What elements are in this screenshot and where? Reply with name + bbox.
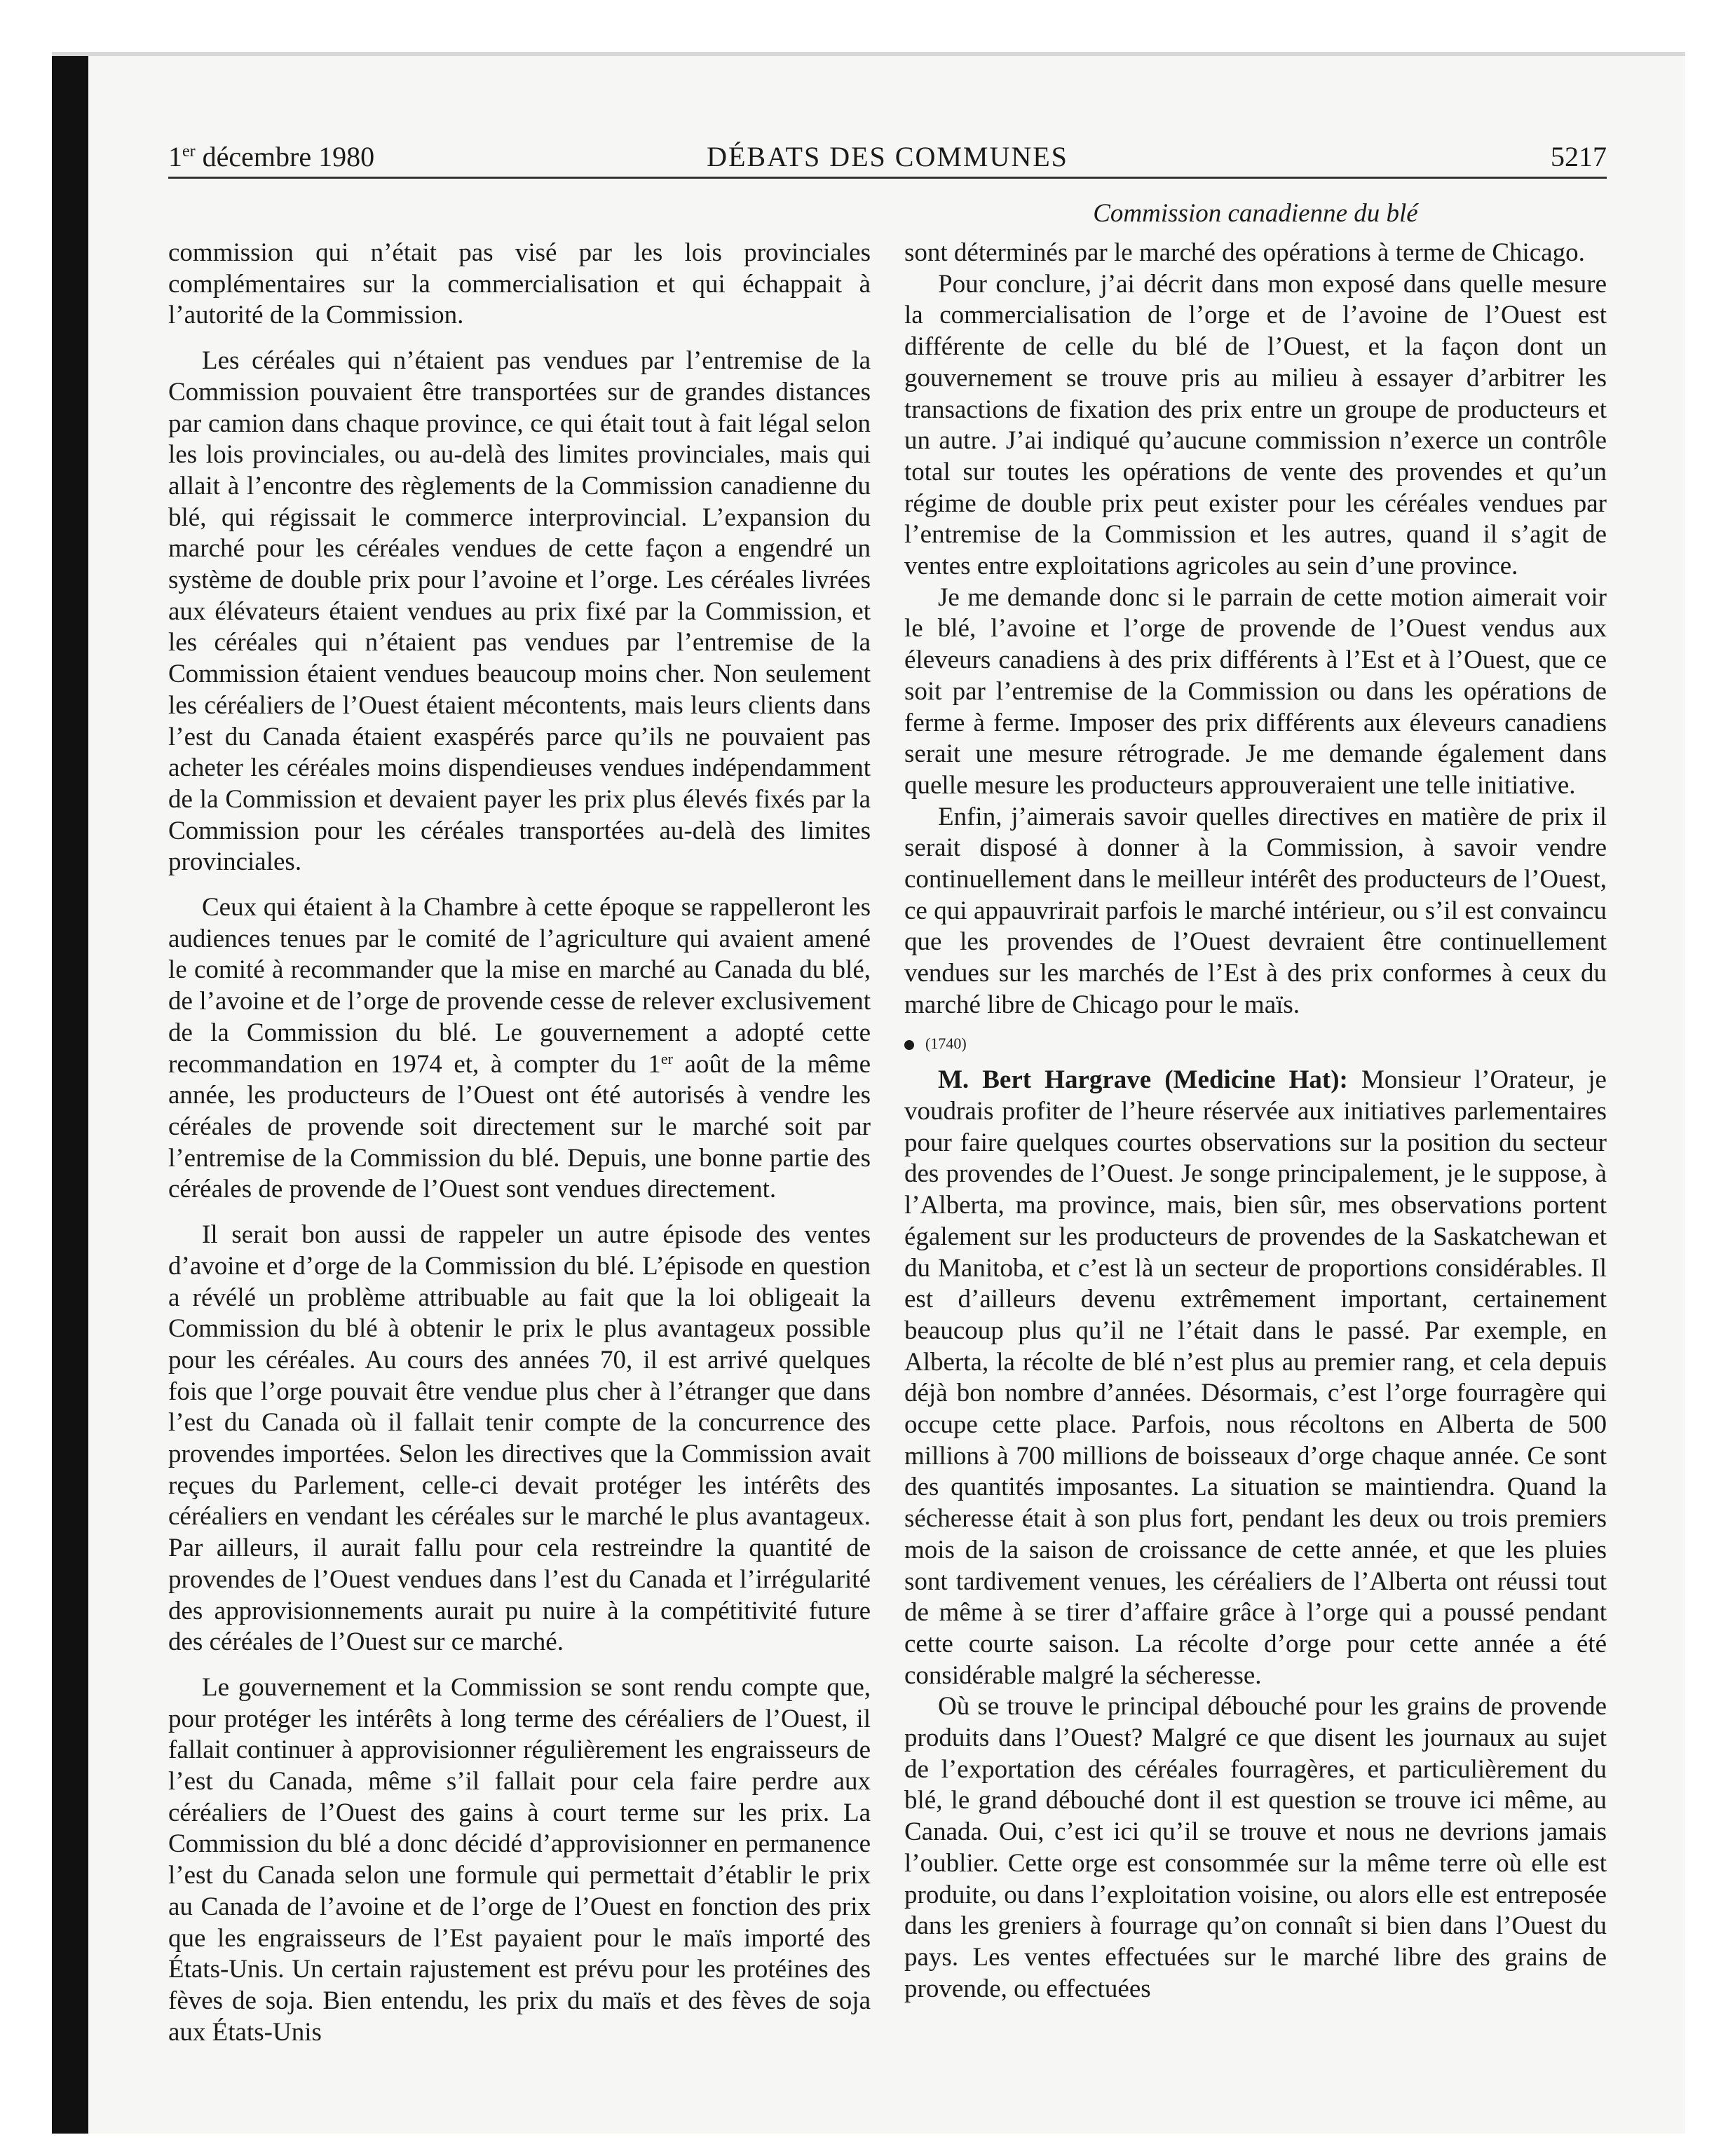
left-paragraph-3 <box>168 892 871 1206</box>
left-paragraph-3-part-2: août de la même année, les producteurs de l’Ouest ont été autorisés à vendre les céréales de provende soit directement sur le marché soit par l’entremise de la Commission du blé. Depuis, une bonne partie des céréales de provende de l’Ouest sont vendues directement. <box>168 1049 871 1204</box>
header-publication: DÉBATS DES COMMUNES <box>707 141 1068 172</box>
scan-edge-left <box>52 52 88 2134</box>
left-paragraph-4: Il serait bon aussi de rappeler un autre épisode des ventes d’avoine et d’orge de la Commission du blé. L’épisode en question a révélé un problème attribuable au fait que la loi obligeait la Commission du blé à obtenir le prix le plus avantageux possible pour les céréales. Au cours des années 70, il est arrivé quelques fois que l’orge pouvait être vendue plus cher à l’étranger que dans l’est du Canada où il fallait tenir compte de la concurrence des provendes importées. Selon les directives que la Commission avait reçues du Parlement, celle-ci devait protéger les intérêts des céréaliers en vendant les céréales sur le marché le plus avantageux. Par ailleurs, il aurait fallu pour cela restreindre la quantité de provendes de l’Ouest vendues dans l’est du Canada et l’irrégularité des approvisionnements aurait pu nuire à la compétitivité future des céréales de l’Ouest sur ce marché. <box>168 1220 871 1657</box>
header-date-sup: er <box>182 142 196 161</box>
left-paragraph-2: Les céréales qui n’étaient pas vendues par l’entremise de la Commission pouvaient être transportées sur de grandes distances par camion dans chaque province, ce qui était tout à fait légal selon les lois provinciales, ou au-delà des limites provinciales, mais qui allait à l’encontre des règlements de la Commission canadienne du blé, qui régissait le commerce interprovincial. L’expansion du marché pour les céréales vendues de cette façon a engendré un système de double prix pour l’avoine et l’orge. Les céréales livrées aux élévateurs étaient vendues au prix fixé par la Commission, et les céréales qui n’étaient pas vendues par l’entremise de la Commission étaient vendues beaucoup moins cher. Non seulement les céréaliers de l’Ouest étaient mécontents, mais leurs clients dans l’est du Canada étaient exaspérés parce qu’ils ne pouvaient pas acheter les céréales moins dispendieuses vendues indépendamment de la Commission et devaient payer les prix plus élevés fixés par la Commission pour les céréales transportées au-delà des limites provinciales. <box>168 346 871 877</box>
right-paragraph-5 <box>904 1065 1607 1691</box>
right-paragraph-2: Pour conclure, j’ai décrit dans mon exposé dans quelle mesure la commercialisation de l’orge et de l’avoine de l’Ouest est différente de celle du blé de l’Ouest, et la façon dont un gouvernement se trouve pris au milieu à essayer d’arbitrer les transactions de fixation des prix entre un groupe de producteurs et un autre. J’ai indiqué qu’aucune commission n’exerce un contrôle total sur toutes les opérations de vente des provendes et qu’un régime de double prix peut exister pour les céréales vendues par l’entremise de la Commission et les autres, quand il s’agit de ventes entre exploitations agricoles au sein d’une province. <box>904 269 1607 581</box>
right-paragraph-4: Enfin, j’aimerais savoir quelles directives en matière de prix il serait disposé à donner à la Commission, à savoir vendre continuellement dans le meilleur intérêt des producteurs de l’Ouest, ce qui appauvrirait parfois le marché intérieur, ou s’il est convaincu que les provendes de l’Ouest devraient être continuellement vendues sur les marchés de l’Est à des prix conformes à ceux du marché libre de Chicago pour le maïs. <box>904 802 1607 1019</box>
section-subheading: Commission canadienne du blé <box>1093 199 1418 228</box>
header-date-rest: décembre 1980 <box>195 141 375 172</box>
header-page-number: 5217 <box>1551 141 1607 172</box>
running-head <box>168 137 1607 179</box>
right-paragraph-5-text: Monsieur l’Orateur, je voudrais profiter de l’heure réservée aux initiatives parlementaires pour faire quelques courtes observations sur la position du secteur des provendes de l’Ouest. Je songe principalement, je le suppose, à l’Alberta, ma province, mais, bien sûr, mes observations portent également sur les producteurs de provendes de la Saskatchewan et du Manitoba, et c’est là un secteur de proportions considérables. Il est d’ailleurs devenu extrêmement important, certainement beaucoup plus qu’il ne l’était dans le passé. Par exemple, en Alberta, la récolte de blé n’est plus au premier rang, et cela depuis déjà bon nombre d’années. Désormais, c’est l’orge fourragère qui occupe cette place. Parfois, nous récoltons en Alberta de 500 millions à 700 millions de boisseaux d’orge chaque année. Ce sont des quantités imposantes. La situation se maintiendra. Quand la sécheresse était à son plus fort, pendant les deux ou trois premiers mois de la saison de croissance de cette année, et que les pluies sont tardivement venues, les céréaliers de l’Alberta ont réussi tout de même à se tirer d’affaire grâce à l’orge qui a poussé pendant cette courte saison. La récolte d’orge pour cette année a été considérable malgré la sécheresse. <box>904 1065 1607 1690</box>
right-paragraph-1: sont déterminés par le marché des opérations à terme de Chicago. <box>904 238 1585 267</box>
right-paragraph-3: Je me demande donc si le parrain de cette motion aimerait voir le blé, l’avoine et l’orge de provende de l’Ouest vendus aux éleveurs canadiens à des prix différents à l’Est et à l’Ouest, que ce soit par l’entremise de la Commission ou dans les opérations de ferme à ferme. Imposer des prix différents aux éleveurs canadiens serait une mesure rétrograde. Je me demande également dans quelle mesure les producteurs approuveraient une telle initiative. <box>904 582 1607 800</box>
time-marker-text: (1740) <box>925 1034 967 1052</box>
left-paragraph-1: commission qui n’était pas visé par les lois provinciales complémentaires sur la commercialisation et qui échappait à l’autorité de la Commission. <box>168 238 871 330</box>
header-date-day: 1 <box>168 141 182 172</box>
left-paragraph-5: Le gouvernement et la Commission se sont rendu compte que, pour protéger les intérêts à long terme des céréaliers de l’Ouest, il fallait continuer à approvisionner régulièrement les engraisseurs de l’est du Canada, même s’il fallait pour cela faire perdre aux céréaliers de l’Ouest des gains à court terme sur les prix. La Commission du blé a donc décidé d’approvisionner en permanence l’est du Canada selon une formule qui permettait d’établir le prix au Canada de l’avoine et de l’orge de l’Ouest en fonction des prix que les engraisseurs de l’Est payaient pour le maïs importé des États-Unis. Un certain rajustement est prévu pour les protéines des fèves de soja. Bien entendu, les prix du maïs et des fèves de soja aux États-Unis <box>168 1672 871 2047</box>
left-paragraph-3-sup: er <box>660 1049 673 1067</box>
left-column <box>168 238 871 2048</box>
speaker-name: M. Bert Hargrave (Medicine Hat): <box>938 1065 1348 1095</box>
right-column <box>904 238 1607 2005</box>
left-paragraph-3-part-1: Ceux qui étaient à la Chambre à cette époque se rappelleront les audiences tenues par le comité de l’agriculture qui avaient amené le comité à recommander que la mise en marché au Canada du blé, de l’avoine et de l’orge de provende cesse de relever exclusivement de la Commission du blé. Le gouvernement a adopté cette recommandation en 1974 et, à compter du 1 <box>168 893 871 1079</box>
right-paragraph-6: Où se trouve le principal débouché pour les grains de provende produits dans l’Ouest? Malgré ce que disent les journaux au sujet de l’exportation des céréales fourragères, et particulièrement du blé, le grand débouché dont il est question se trouve ici même, au Canada. Oui, c’est ici qu’il se trouve et nous ne devrions jamais l’oublier. Cette orge est consommée sur la même terre où elle est produite, ou dans l’exploitation voisine, ou alors elle est entreposée dans les greniers à fourrage qu’on connaît si bien dans l’Ouest du pays. Les ventes effectuées sur le marché libre des grains de provende, ou effectuées <box>904 1692 1607 2003</box>
time-marker <box>904 1028 1607 1060</box>
bullet-icon <box>904 1040 914 1050</box>
